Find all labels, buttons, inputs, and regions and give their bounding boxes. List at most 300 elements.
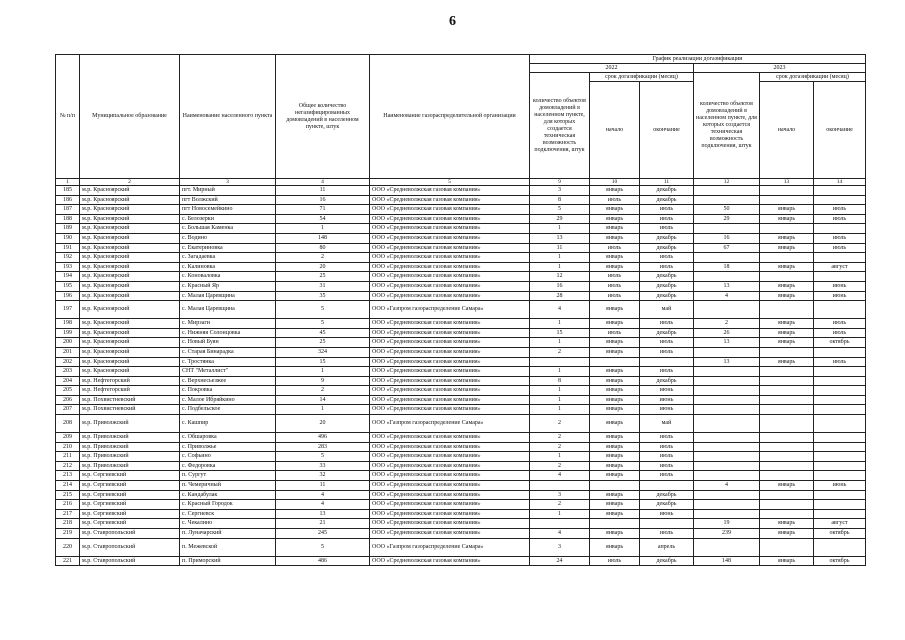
gdo-cell: ООО «Газпром газораспределение Самара» xyxy=(370,538,530,556)
start-2023-cell: январь xyxy=(760,243,814,253)
settlement-cell: с. Новый Буян xyxy=(180,338,276,348)
start-2022-cell: январь xyxy=(590,224,640,234)
end-2022-cell: июль xyxy=(640,205,694,215)
gdo-cell: ООО «Средневолжская газовая компания» xyxy=(370,281,530,291)
end-2023-cell xyxy=(814,195,866,205)
table-row xyxy=(56,338,866,348)
table-row xyxy=(56,347,866,357)
count-2023-cell xyxy=(694,367,760,377)
table-row xyxy=(56,509,866,519)
start-2023-cell xyxy=(760,376,814,386)
row-number: 209 xyxy=(56,433,80,443)
row-number: 219 xyxy=(56,529,80,539)
table-row xyxy=(56,301,866,319)
gdo-cell: ООО «Средневолжская газовая компания» xyxy=(370,529,530,539)
end-2022-cell: июль xyxy=(640,461,694,471)
table-row xyxy=(56,186,866,196)
start-2023-cell: январь xyxy=(760,481,814,491)
gdo-cell: ООО «Средневолжская газовая компания» xyxy=(370,224,530,234)
table-row xyxy=(56,481,866,491)
count-2023-cell xyxy=(694,395,760,405)
end-2023-cell: июнь xyxy=(814,291,866,301)
start-2023-cell: январь xyxy=(760,338,814,348)
table-row xyxy=(56,471,866,481)
table-row xyxy=(56,490,866,500)
row-number: 208 xyxy=(56,415,80,433)
end-2022-cell: июль xyxy=(640,347,694,357)
settlement-cell: с. Екатериновка xyxy=(180,243,276,253)
row-number: 196 xyxy=(56,291,80,301)
count-2023-cell xyxy=(694,452,760,462)
settlement-cell: с. Чекалино xyxy=(180,519,276,529)
count-2023-cell: 239 xyxy=(694,529,760,539)
count-2023-cell xyxy=(694,471,760,481)
table-header xyxy=(56,55,866,186)
start-2022-cell: январь xyxy=(590,415,640,433)
gdo-cell: ООО «Средневолжская газовая компания» xyxy=(370,395,530,405)
start-2022-cell: январь xyxy=(590,301,640,319)
end-2022-cell: июль xyxy=(640,253,694,263)
start-2023-cell xyxy=(760,224,814,234)
count-2023-cell xyxy=(694,415,760,433)
gdo-cell: ООО «Средневолжская газовая компания» xyxy=(370,186,530,196)
count-2022-cell: 15 xyxy=(530,328,590,338)
municipality-cell: м.р. Красноярский xyxy=(80,328,180,338)
end-2023-cell: июль xyxy=(814,243,866,253)
count-2023-cell xyxy=(694,347,760,357)
gdo-cell: ООО «Средневолжская газовая компания» xyxy=(370,291,530,301)
end-2023-cell xyxy=(814,471,866,481)
settlement-cell: с. Малая Царевщина xyxy=(180,301,276,319)
table-row xyxy=(56,367,866,377)
count-2023-cell: 148 xyxy=(694,556,760,566)
households-cell: 11 xyxy=(276,481,370,491)
count-2022-cell: 1 xyxy=(530,319,590,329)
count-2022-cell: 2 xyxy=(530,442,590,452)
end-2022-cell: декабрь xyxy=(640,272,694,282)
settlement-cell: п. Луначарский xyxy=(180,529,276,539)
row-number: 199 xyxy=(56,328,80,338)
households-cell: 324 xyxy=(276,347,370,357)
count-2023-cell xyxy=(694,253,760,263)
count-2022-cell: 8 xyxy=(530,376,590,386)
count-2023-cell: 26 xyxy=(694,328,760,338)
start-2023-cell: январь xyxy=(760,233,814,243)
households-cell: 5 xyxy=(276,538,370,556)
end-2023-cell xyxy=(814,367,866,377)
header-start-2023: начало xyxy=(760,82,814,179)
gdo-cell: ООО «Средневолжская газовая компания» xyxy=(370,433,530,443)
count-2022-cell: 1 xyxy=(530,253,590,263)
gdo-cell: ООО «Средневолжская газовая компания» xyxy=(370,452,530,462)
settlement-cell: с. Белозерки xyxy=(180,214,276,224)
gdo-cell: ООО «Средневолжская газовая компания» xyxy=(370,272,530,282)
municipality-cell: м.р. Красноярский xyxy=(80,291,180,301)
row-number: 215 xyxy=(56,490,80,500)
header-term-2023: срок догазификации (месяц) xyxy=(760,73,866,82)
settlement-cell: с. Малое Ибряйкино xyxy=(180,395,276,405)
end-2023-cell: октябрь xyxy=(814,338,866,348)
table-row xyxy=(56,500,866,510)
start-2022-cell: январь xyxy=(590,386,640,396)
row-number: 216 xyxy=(56,500,80,510)
municipality-cell: м.р. Красноярский xyxy=(80,186,180,196)
end-2023-cell: июль xyxy=(814,319,866,329)
end-2022-cell: июль xyxy=(640,319,694,329)
col-number: 5 xyxy=(370,179,530,186)
row-number: 207 xyxy=(56,405,80,415)
start-2022-cell xyxy=(590,519,640,529)
end-2022-cell: июнь xyxy=(640,509,694,519)
start-2023-cell: январь xyxy=(760,328,814,338)
start-2022-cell: январь xyxy=(590,452,640,462)
end-2023-cell xyxy=(814,442,866,452)
start-2022-cell: январь xyxy=(590,205,640,215)
households-cell: 9 xyxy=(276,376,370,386)
count-2023-cell xyxy=(694,224,760,234)
municipality-cell: м.р. Похвистневский xyxy=(80,395,180,405)
count-2022-cell: 16 xyxy=(530,281,590,291)
end-2023-cell: август xyxy=(814,519,866,529)
municipality-cell: м.р. Красноярский xyxy=(80,205,180,215)
settlement-cell: с. Нижняя Солонцовка xyxy=(180,328,276,338)
start-2023-cell: январь xyxy=(760,529,814,539)
municipality-cell: м.р. Сергиевский xyxy=(80,490,180,500)
col-number: 11 xyxy=(640,179,694,186)
count-2023-cell: 67 xyxy=(694,243,760,253)
start-2023-cell: январь xyxy=(760,556,814,566)
end-2023-cell xyxy=(814,509,866,519)
households-cell: 32 xyxy=(276,471,370,481)
settlement-cell: с. Мирзаги xyxy=(180,319,276,329)
start-2022-cell: январь xyxy=(590,233,640,243)
municipality-cell: м.р. Сергиевский xyxy=(80,471,180,481)
households-cell: 35 xyxy=(276,291,370,301)
households-cell: 15 xyxy=(276,357,370,367)
col-number: 13 xyxy=(760,179,814,186)
settlement-cell: с. Сергиевск xyxy=(180,509,276,519)
end-2023-cell xyxy=(814,500,866,510)
count-2022-cell: 1 xyxy=(530,224,590,234)
settlement-cell: с. Обшаровка xyxy=(180,433,276,443)
col-number: 9 xyxy=(530,179,590,186)
settlement-cell: с. Красный Яр xyxy=(180,281,276,291)
end-2023-cell xyxy=(814,395,866,405)
start-2022-cell: июль xyxy=(590,243,640,253)
gdo-cell: ООО «Средневолжская газовая компания» xyxy=(370,556,530,566)
settlement-cell: с. Кашпир xyxy=(180,415,276,433)
municipality-cell: м.р. Красноярский xyxy=(80,319,180,329)
count-2023-cell: 4 xyxy=(694,481,760,491)
count-2023-cell xyxy=(694,376,760,386)
start-2023-cell: январь xyxy=(760,291,814,301)
settlement-cell: п. Сургут xyxy=(180,471,276,481)
row-number: 189 xyxy=(56,224,80,234)
table-row xyxy=(56,386,866,396)
gdo-cell: ООО «Средневолжская газовая компания» xyxy=(370,481,530,491)
count-2023-cell: 19 xyxy=(694,519,760,529)
start-2022-cell: июль xyxy=(590,291,640,301)
table-row xyxy=(56,233,866,243)
settlement-cell: п. Приморский xyxy=(180,556,276,566)
row-number: 206 xyxy=(56,395,80,405)
start-2022-cell: январь xyxy=(590,461,640,471)
count-2022-cell: 1 xyxy=(530,509,590,519)
col-number: 1 xyxy=(56,179,80,186)
end-2023-cell xyxy=(814,224,866,234)
start-2022-cell: январь xyxy=(590,538,640,556)
start-2022-cell: январь xyxy=(590,367,640,377)
municipality-cell: м.р. Красноярский xyxy=(80,262,180,272)
col-number: 12 xyxy=(694,179,760,186)
row-number: 192 xyxy=(56,253,80,263)
row-number: 197 xyxy=(56,301,80,319)
count-2023-cell xyxy=(694,386,760,396)
municipality-cell: м.р. Приволжский xyxy=(80,415,180,433)
header-end-2022: окончание xyxy=(640,82,694,179)
settlement-cell: с. Покровка xyxy=(180,386,276,396)
start-2023-cell xyxy=(760,186,814,196)
settlement-cell: с. Большая Каменка xyxy=(180,224,276,234)
settlement-cell: с. Малая Царевщина xyxy=(180,291,276,301)
count-2022-cell: 1 xyxy=(530,262,590,272)
row-number: 202 xyxy=(56,357,80,367)
table-row xyxy=(56,243,866,253)
start-2022-cell: январь xyxy=(590,338,640,348)
households-cell: 71 xyxy=(276,205,370,215)
row-number: 201 xyxy=(56,347,80,357)
households-cell: 2 xyxy=(276,253,370,263)
settlement-cell: с. Подбельское xyxy=(180,405,276,415)
count-2023-cell xyxy=(694,195,760,205)
col-number: 2 xyxy=(80,179,180,186)
table-row xyxy=(56,452,866,462)
end-2022-cell: декабрь xyxy=(640,500,694,510)
table-row xyxy=(56,291,866,301)
count-2022-cell xyxy=(530,519,590,529)
start-2023-cell xyxy=(760,538,814,556)
gdo-cell: ООО «Средневолжская газовая компания» xyxy=(370,233,530,243)
start-2022-cell: январь xyxy=(590,509,640,519)
start-2022-cell: июль xyxy=(590,272,640,282)
count-2022-cell: 2 xyxy=(530,500,590,510)
settlement-cell: с. Старая Бинарадка xyxy=(180,347,276,357)
end-2022-cell: декабрь xyxy=(640,195,694,205)
row-number: 186 xyxy=(56,195,80,205)
start-2023-cell xyxy=(760,452,814,462)
settlement-cell: с. Верхнесьезжее xyxy=(180,376,276,386)
households-cell: 5 xyxy=(276,452,370,462)
start-2022-cell: январь xyxy=(590,214,640,224)
households-cell: 25 xyxy=(276,338,370,348)
header-households: Общее количество негазифицированных домовладений в населенном пункте, штук xyxy=(276,55,370,179)
end-2022-cell: декабрь xyxy=(640,186,694,196)
municipality-cell: м.р. Красноярский xyxy=(80,301,180,319)
start-2023-cell xyxy=(760,405,814,415)
settlement-cell: с. Калиновка xyxy=(180,262,276,272)
households-cell: 4 xyxy=(276,490,370,500)
count-2022-cell: 1 xyxy=(530,405,590,415)
header-term-2022: срок догазификации (месяц) xyxy=(590,73,694,82)
table-row xyxy=(56,519,866,529)
end-2022-cell xyxy=(640,519,694,529)
gdo-cell: ООО «Средневолжская газовая компания» xyxy=(370,376,530,386)
start-2023-cell xyxy=(760,367,814,377)
row-number: 198 xyxy=(56,319,80,329)
gdo-cell: ООО «Средневолжская газовая компания» xyxy=(370,205,530,215)
count-2022-cell: 2 xyxy=(530,433,590,443)
municipality-cell: м.р. Красноярский xyxy=(80,357,180,367)
start-2023-cell xyxy=(760,490,814,500)
start-2023-cell xyxy=(760,272,814,282)
end-2023-cell: август xyxy=(814,262,866,272)
households-cell: 16 xyxy=(276,195,370,205)
table-row xyxy=(56,262,866,272)
municipality-cell: м.р. Красноярский xyxy=(80,195,180,205)
start-2022-cell xyxy=(590,357,640,367)
row-number: 211 xyxy=(56,452,80,462)
settlement-cell: п. Чемеричный xyxy=(180,481,276,491)
start-2022-cell: январь xyxy=(590,529,640,539)
households-cell: 486 xyxy=(276,556,370,566)
start-2022-cell: январь xyxy=(590,347,640,357)
settlement-cell: с. Красный Городок xyxy=(180,500,276,510)
count-2023-cell: 18 xyxy=(694,262,760,272)
households-cell: 496 xyxy=(276,433,370,443)
municipality-cell: м.р. Сергиевский xyxy=(80,519,180,529)
count-2023-cell: 13 xyxy=(694,338,760,348)
end-2023-cell xyxy=(814,538,866,556)
count-2023-cell xyxy=(694,405,760,415)
households-cell: 11 xyxy=(276,186,370,196)
end-2022-cell: декабрь xyxy=(640,376,694,386)
start-2023-cell xyxy=(760,461,814,471)
count-2022-cell: 1 xyxy=(530,452,590,462)
row-number: 220 xyxy=(56,538,80,556)
settlement-cell: с. Тростянка xyxy=(180,357,276,367)
count-2022-cell: 12 xyxy=(530,272,590,282)
count-2023-cell: 16 xyxy=(694,233,760,243)
count-2023-cell: 4 xyxy=(694,291,760,301)
header-num: № п/п xyxy=(56,55,80,179)
column-number-row xyxy=(56,179,866,186)
table-row xyxy=(56,195,866,205)
end-2022-cell: май xyxy=(640,415,694,433)
settlement-cell: с. Федоровка xyxy=(180,461,276,471)
count-2023-cell xyxy=(694,461,760,471)
gdo-cell: ООО «Средневолжская газовая компания» xyxy=(370,243,530,253)
count-2022-cell: 8 xyxy=(530,195,590,205)
table-row xyxy=(56,405,866,415)
end-2023-cell xyxy=(814,386,866,396)
municipality-cell: м.р. Красноярский xyxy=(80,281,180,291)
start-2023-cell xyxy=(760,415,814,433)
end-2022-cell: июль xyxy=(640,529,694,539)
end-2023-cell: июль xyxy=(814,357,866,367)
start-2022-cell: январь xyxy=(590,319,640,329)
count-2023-cell xyxy=(694,186,760,196)
header-count-2023: количество объектов домовладений в населенном пункте, для которых создается техническая возможность подключения, штук xyxy=(694,73,760,179)
gdo-cell: ООО «Средневолжская газовая компания» xyxy=(370,509,530,519)
municipality-cell: м.р. Красноярский xyxy=(80,224,180,234)
count-2022-cell xyxy=(530,481,590,491)
row-number: 214 xyxy=(56,481,80,491)
households-cell: 1 xyxy=(276,367,370,377)
end-2022-cell: июль xyxy=(640,471,694,481)
table-body xyxy=(56,186,866,566)
col-number: 10 xyxy=(590,179,640,186)
count-2023-cell: 13 xyxy=(694,281,760,291)
households-cell: 14 xyxy=(276,395,370,405)
row-number: 221 xyxy=(56,556,80,566)
count-2022-cell: 4 xyxy=(530,301,590,319)
row-number: 195 xyxy=(56,281,80,291)
header-end-2023: окончание xyxy=(814,82,866,179)
start-2022-cell: январь xyxy=(590,490,640,500)
start-2023-cell xyxy=(760,500,814,510)
count-2022-cell: 3 xyxy=(530,186,590,196)
count-2023-cell xyxy=(694,500,760,510)
start-2023-cell xyxy=(760,433,814,443)
count-2023-cell: 2 xyxy=(694,319,760,329)
settlement-cell: с. Приволжье xyxy=(180,442,276,452)
row-number: 194 xyxy=(56,272,80,282)
count-2022-cell: 1 xyxy=(530,386,590,396)
start-2022-cell: январь xyxy=(590,500,640,510)
municipality-cell: м.р. Ставропольский xyxy=(80,529,180,539)
gdo-cell: ООО «Средневолжская газовая компания» xyxy=(370,490,530,500)
start-2023-cell: январь xyxy=(760,357,814,367)
count-2022-cell: 28 xyxy=(530,291,590,301)
end-2022-cell: декабрь xyxy=(640,556,694,566)
end-2023-cell xyxy=(814,186,866,196)
start-2023-cell xyxy=(760,195,814,205)
end-2022-cell: июль xyxy=(640,214,694,224)
count-2022-cell: 3 xyxy=(530,538,590,556)
row-number: 218 xyxy=(56,519,80,529)
row-number: 200 xyxy=(56,338,80,348)
start-2023-cell xyxy=(760,253,814,263)
count-2022-cell: 11 xyxy=(530,243,590,253)
households-cell: 4 xyxy=(276,500,370,510)
households-cell: 31 xyxy=(276,281,370,291)
gdo-cell: ООО «Средневолжская газовая компания» xyxy=(370,405,530,415)
start-2022-cell: январь xyxy=(590,405,640,415)
end-2022-cell: апрель xyxy=(640,538,694,556)
table-row xyxy=(56,214,866,224)
table-row xyxy=(56,281,866,291)
count-2023-cell: 50 xyxy=(694,205,760,215)
settlement-cell: пгт Волжский xyxy=(180,195,276,205)
table-row xyxy=(56,205,866,215)
start-2023-cell xyxy=(760,509,814,519)
gdo-cell: ООО «Средневолжская газовая компания» xyxy=(370,471,530,481)
end-2022-cell: июль xyxy=(640,452,694,462)
households-cell: 20 xyxy=(276,262,370,272)
table-row xyxy=(56,328,866,338)
count-2022-cell: 1 xyxy=(530,367,590,377)
end-2023-cell: июль xyxy=(814,214,866,224)
gdo-cell: ООО «Средневолжская газовая компания» xyxy=(370,214,530,224)
end-2023-cell xyxy=(814,405,866,415)
row-number: 203 xyxy=(56,367,80,377)
households-cell: 245 xyxy=(276,529,370,539)
start-2023-cell: январь xyxy=(760,519,814,529)
end-2022-cell: июнь xyxy=(640,386,694,396)
households-cell: 13 xyxy=(276,509,370,519)
municipality-cell: м.р. Красноярский xyxy=(80,214,180,224)
row-number: 204 xyxy=(56,376,80,386)
